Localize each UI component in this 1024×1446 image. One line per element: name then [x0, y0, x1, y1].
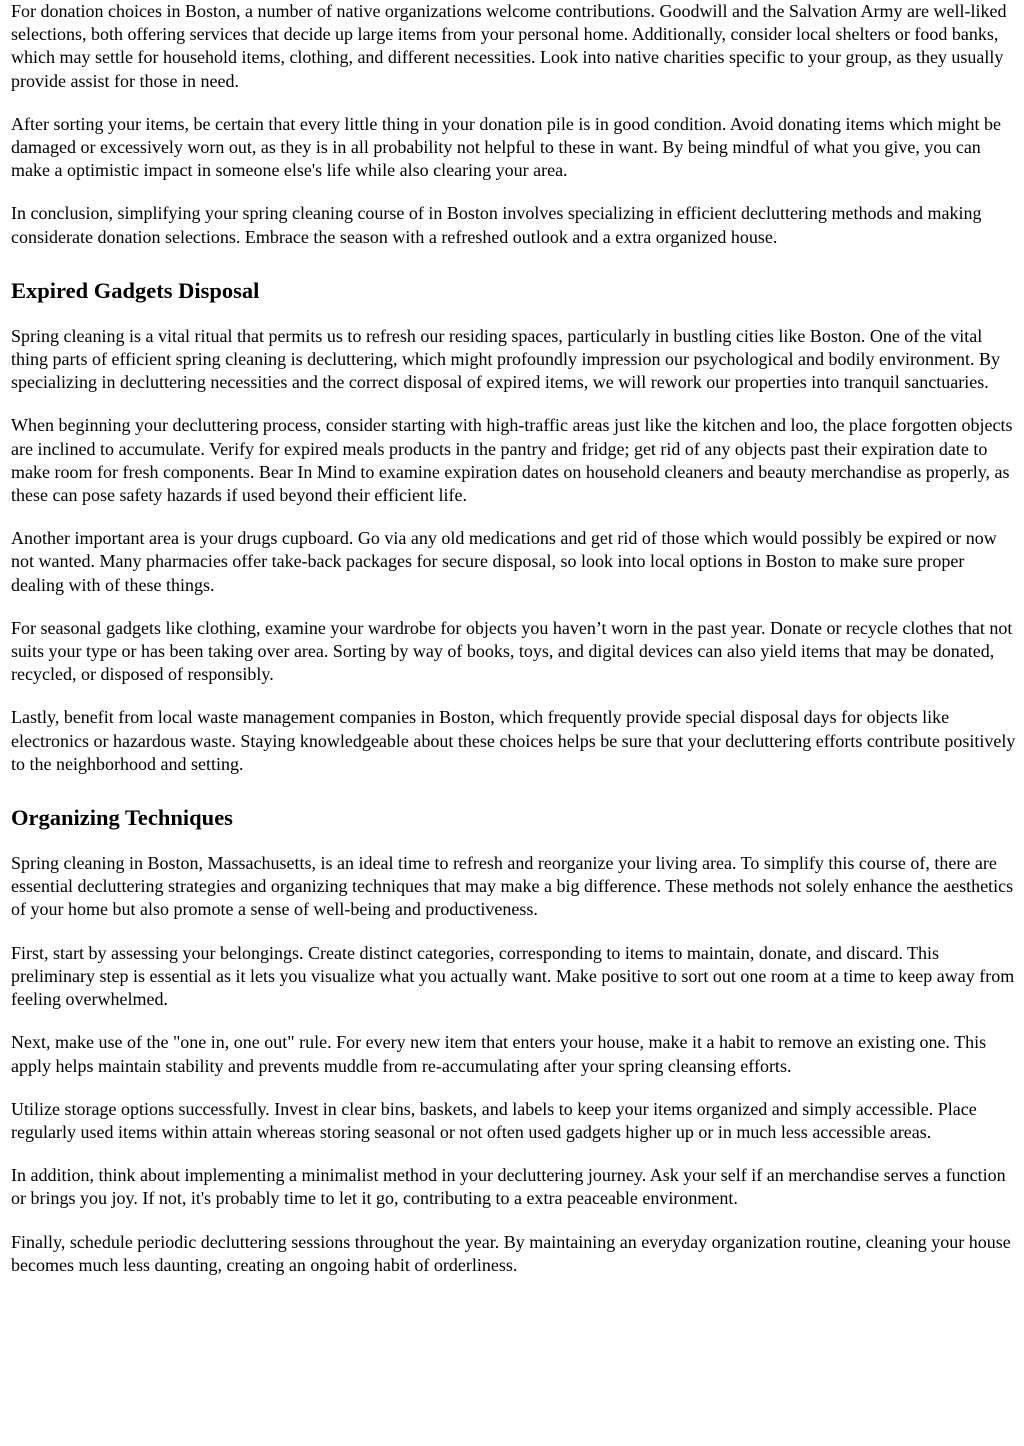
- organizing-paragraph-5: In addition, think about implementing a minimalist method in your decluttering journey. Ask your self if an merchandise serves a function or brings you joy. If not, it's probably time to let it go, contributing to a extra peaceable environment.: [11, 1165, 1006, 1209]
- organizing-techniques-section: [11, 804, 1016, 1277]
- organizing-paragraph-6: Finally, schedule periodic decluttering sessions throughout the year. By maintaining an everyday organization routine, cleaning your house becomes much less daunting, creating an ongoing habit of orderliness.: [11, 1231, 1011, 1275]
- intro-paragraph-1: For donation choices in Boston, a number of native organizations welcome contributions. Goodwill and the Salvation Army are well-liked selections, both offering services that decide up large items from your personal home. Additionally, consider local shelters or food banks, which may settle for household items, clothing, and different necessities. Look into native charities specific to your group, as they usually provide assist for those in need.: [11, 1, 1007, 91]
- expired-gadgets-section: [11, 277, 1016, 776]
- expired-paragraph-4: For seasonal gadgets like clothing, examine your wardrobe for objects you haven’t worn in the past year. Donate or recycle clothes that not suits your type or has been taking over area. Sorting by way of books, toys, and digital devices can also yield items that may be donated, recycled, or disposed of responsibly.: [11, 617, 1013, 685]
- organizing-techniques-heading: Organizing Techniques: [11, 805, 233, 831]
- organizing-paragraph-3: Next, make use of the "one in, one out" rule. For every new item that enters your house, make it a habit to remove an existing one. This apply helps maintain stability and prevents muddle from re-accumulating after your spring cleansing efforts.: [11, 1032, 987, 1076]
- intro-section: [11, 0, 1016, 249]
- expired-paragraph-1: Spring cleaning is a vital ritual that permits us to refresh our residing spaces, particularly in bustling cities like Boston. One of the vital thing parts of efficient spring cleaning is decluttering, which might profoundly impression our psychological and bodily environment. By specializing in decluttering necessities and the correct disposal of expired items, we will rework our properties into tranquil sanctuaries.: [11, 325, 1000, 393]
- intro-paragraph-3: In conclusion, simplifying your spring cleaning course of in Boston involves specializing in efficient decluttering methods and making considerate donation selections. Embrace the season with a refreshed outlook and a extra organized house.: [11, 203, 982, 247]
- intro-paragraph-2: After sorting your items, be certain that every little thing in your donation pile is in good condition. Avoid donating items which might be damaged or excessively worn out, as they is in all probability not helpful to these in want. By being mindful of what you give, you can make a optimistic impact in someone else's life while also clearing your area.: [11, 113, 1001, 181]
- organizing-paragraph-1: Spring cleaning in Boston, Massachusetts, is an ideal time to refresh and reorganize your living area. To simplify this course of, there are essential decluttering strategies and organizing techniques that may make a big difference. These methods not solely enhance the aesthetics of your home but also promote a sense of well-being and productiveness.: [11, 853, 1014, 920]
- expired-paragraph-2: When beginning your decluttering process, consider starting with high-traffic areas just like the kitchen and loo, the place forgotten objects are inclined to accumulate. Verify for expired meals products in the pantry and fridge; get rid of any objects past their expiration date to make room for fresh components. Bear In Mind to examine expiration dates on household cleaners and beauty merchandise as properly, as these can pose safety hazards if used beyond their efficient life.: [11, 415, 1013, 506]
- expired-gadgets-heading: Expired Gadgets Disposal: [11, 277, 260, 303]
- organizing-paragraph-2: First, start by assessing your belongings. Create distinct categories, corresponding to items to maintain, donate, and discard. This preliminary step is essential as it lets you visualize what you actually want. Make positive to sort out one room at a time to keep away from feeling overwhelmed.: [11, 942, 1015, 1010]
- expired-paragraph-5: Lastly, benefit from local waste management companies in Boston, which frequently provide special disposal days for objects like electronics or hazardous waste. Staying knowledgeable about these choices helps be sure that your decluttering efforts contribute positively to the neighborhood and setting.: [11, 707, 1016, 774]
- expired-paragraph-3: Another important area is your drugs cupboard. Go via any old medications and get rid of those which would possibly be expired or now not wanted. Many pharmacies offer take-back packages for secure disposal, so look into local options in Boston to make sure proper dealing with of these things.: [11, 528, 997, 595]
- organizing-paragraph-4: Utilize storage options successfully. Invest in clear bins, baskets, and labels to keep your items organized and simply accessible. Place regularly used items within attain whereas storing seasonal or not often used gadgets higher up or in much less accessible areas.: [11, 1098, 977, 1142]
